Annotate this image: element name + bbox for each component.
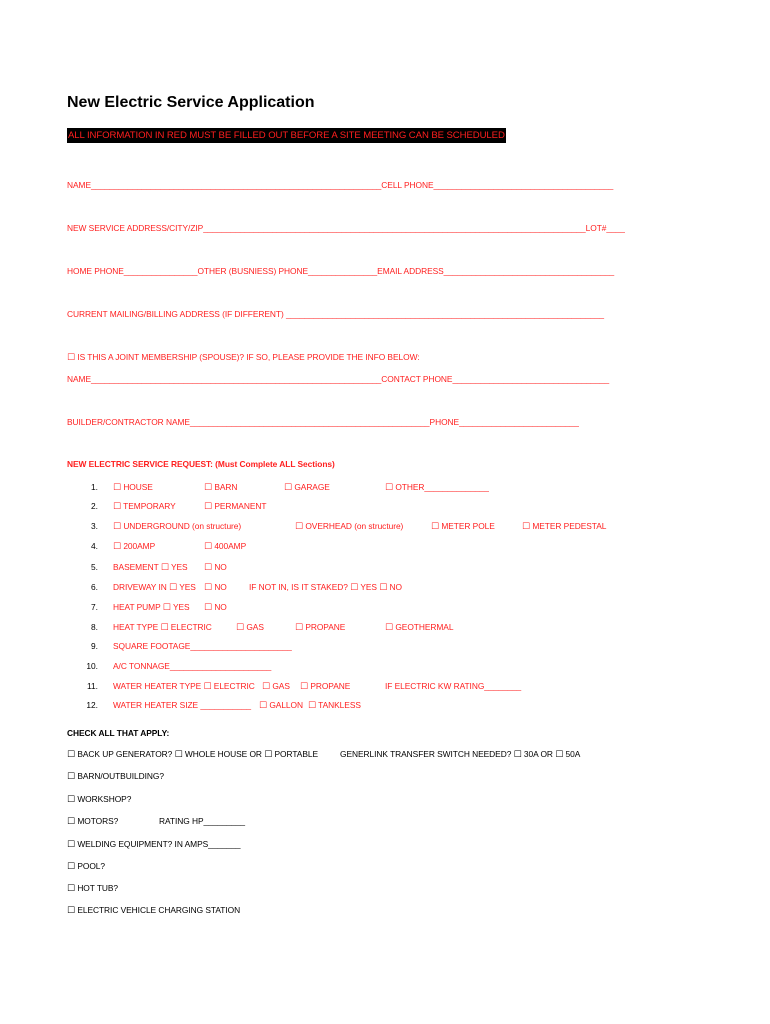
checkbox-yes[interactable]: ☐ — [169, 583, 178, 593]
item-number: 2. — [91, 501, 98, 511]
item-number: 8. — [91, 622, 98, 632]
item-number: 12. — [86, 700, 98, 710]
checkbox-yes[interactable]: ☐ — [160, 563, 169, 573]
heat-type-question: HEAT TYPE ☐ ELECTRIC — [113, 622, 212, 633]
checkbox[interactable]: ☐ — [203, 682, 212, 692]
builder-contractor-field[interactable]: BUILDER/CONTRACTOR NAME____________________________________________________PHONE__________________________ — [67, 417, 579, 427]
checkbox[interactable]: ☐ — [295, 522, 304, 532]
barn-outbuilding-option[interactable]: ☐ BARN/OUTBUILDING? — [67, 771, 164, 782]
water-heater-size-field[interactable]: WATER HEATER SIZE ___________ — [113, 700, 252, 710]
ev-charging-option[interactable]: ☐ ELECTRIC VEHICLE CHARGING STATION — [67, 905, 241, 916]
option-200amp[interactable]: ☐ 200AMP — [113, 541, 156, 552]
checkbox[interactable]: ☐ — [113, 522, 122, 532]
heat-type-propane[interactable]: ☐ PROPANE — [295, 622, 346, 633]
item-number: 6. — [91, 582, 98, 592]
item-number: 11. — [86, 681, 98, 691]
page-title: New Electric Service Application — [67, 94, 315, 111]
phones-email-field[interactable]: HOME PHONE________________OTHER (BUSNIESS) PHONE_______________EMAIL ADDRESS_____________________________________ — [67, 266, 615, 276]
water-heater-tankless[interactable]: ☐ TANKLESS — [308, 700, 361, 711]
item-number: 1. — [91, 482, 98, 492]
checkbox[interactable]: ☐ — [204, 542, 213, 552]
joint-name-contact-field[interactable]: NAME_______________________________________________________________CONTACT PHONE__________________________________ — [67, 374, 610, 384]
option-meter-pedestal[interactable]: ☐ METER PEDESTAL — [522, 521, 607, 532]
checkbox[interactable]: ☐ — [113, 542, 122, 552]
item-number: 7. — [91, 602, 98, 612]
item-number: 3. — [91, 521, 98, 531]
checkbox[interactable]: ☐ — [513, 750, 522, 760]
option-underground[interactable]: ☐ UNDERGROUND (on structure) — [113, 521, 242, 532]
checkbox[interactable]: ☐ — [204, 502, 213, 512]
option-meter-pole[interactable]: ☐ METER POLE — [431, 521, 495, 532]
checkbox[interactable]: ☐ — [67, 884, 76, 894]
checkbox[interactable]: ☐ — [67, 840, 76, 850]
motors-option[interactable]: ☐ MOTORS? — [67, 816, 119, 827]
hot-tub-option[interactable]: ☐ HOT TUB? — [67, 883, 119, 894]
checkbox[interactable]: ☐ — [284, 483, 293, 493]
checkbox-yes[interactable]: ☐ — [350, 583, 359, 593]
checkbox[interactable]: ☐ — [295, 623, 304, 633]
workshop-option[interactable]: ☐ WORKSHOP? — [67, 794, 132, 805]
required-info-banner: ALL INFORMATION IN RED MUST BE FILLED OUT BEFORE A SITE MEETING CAN BE SCHEDULED — [68, 130, 505, 141]
joint-membership-row — [67, 352, 420, 363]
checkbox[interactable]: ☐ — [385, 623, 394, 633]
pool-option[interactable]: ☐ POOL? — [67, 861, 105, 872]
checkbox[interactable]: ☐ — [204, 563, 213, 573]
checkbox[interactable]: ☐ — [67, 906, 76, 916]
checkbox[interactable]: ☐ — [259, 701, 268, 711]
option-house[interactable]: ☐ HOUSE — [113, 482, 153, 493]
basement-question: BASEMENT ☐ YES — [113, 562, 188, 573]
service-request-heading: NEW ELECTRIC SERVICE REQUEST: (Must Complete ALL Sections) — [67, 459, 335, 469]
option-overhead[interactable]: ☐ OVERHEAD (on structure) — [295, 521, 404, 532]
item-number: 10. — [86, 661, 98, 671]
checkbox[interactable]: ☐ — [522, 522, 531, 532]
kw-rating-field[interactable]: IF ELECTRIC KW RATING________ — [385, 681, 522, 691]
option-400amp[interactable]: ☐ 400AMP — [204, 541, 247, 552]
driveway-no[interactable]: ☐ NO — [204, 582, 227, 593]
staked-question: IF NOT IN, IS IT STAKED? ☐ YES ☐ NO — [249, 582, 402, 593]
rating-hp-field[interactable]: RATING HP_________ — [159, 816, 245, 826]
checkbox[interactable]: ☐ — [113, 483, 122, 493]
checkbox[interactable]: ☐ — [67, 750, 76, 760]
checkbox[interactable]: ☐ — [431, 522, 440, 532]
name-cell-phone-field[interactable]: NAME_______________________________________________________________CELL PHONE_______________________________________ — [67, 180, 614, 190]
check-all-heading: CHECK ALL THAT APPLY: — [67, 728, 170, 738]
checkbox[interactable]: ☐ — [204, 483, 213, 493]
heat-type-gas[interactable]: ☐ GAS — [236, 622, 264, 633]
driveway-question: DRIVEWAY IN ☐ YES — [113, 582, 196, 593]
checkbox[interactable]: ☐ — [67, 817, 76, 827]
heat-pump-no[interactable]: ☐ NO — [204, 602, 227, 613]
checkbox[interactable]: ☐ — [555, 750, 564, 760]
checkbox[interactable]: ☐ — [308, 701, 317, 711]
item-number: 5. — [91, 562, 98, 572]
basement-no[interactable]: ☐ NO — [204, 562, 227, 573]
checkbox[interactable]: ☐ — [67, 862, 76, 872]
mailing-address-field[interactable]: CURRENT MAILING/BILLING ADDRESS (IF DIFFERENT) _____________________________________________________________________ — [67, 309, 604, 319]
checkbox-yes[interactable]: ☐ — [162, 603, 171, 613]
option-barn[interactable]: ☐ BARN — [204, 482, 238, 493]
water-heater-type-question: WATER HEATER TYPE ☐ ELECTRIC — [113, 681, 255, 692]
joint-membership-checkbox[interactable]: ☐ — [67, 353, 76, 363]
option-permanent[interactable]: ☐ PERMANENT — [204, 501, 267, 512]
checkbox[interactable]: ☐ — [264, 750, 273, 760]
option-garage[interactable]: ☐ GARAGE — [284, 482, 330, 493]
checkbox-no[interactable]: ☐ — [379, 583, 388, 593]
option-other[interactable]: ☐ OTHER______________ — [385, 482, 489, 493]
checkbox[interactable]: ☐ — [385, 483, 394, 493]
checkbox[interactable]: ☐ — [67, 795, 76, 805]
checkbox[interactable]: ☐ — [174, 750, 183, 760]
checkbox[interactable]: ☐ — [204, 603, 213, 613]
backup-generator-row: ☐ BACK UP GENERATOR? ☐ WHOLE HOUSE OR ☐ PORTABLE — [67, 749, 319, 760]
joint-membership-label: IS THIS A JOINT MEMBERSHIP (SPOUSE)? IF SO, PLEASE PROVIDE THE INFO BELOW: — [77, 352, 420, 362]
welding-option[interactable]: ☐ WELDING EQUIPMENT? IN AMPS_______ — [67, 839, 241, 850]
ac-tonnage-field[interactable]: A/C TONNAGE______________________ — [113, 661, 272, 671]
checkbox[interactable]: ☐ — [204, 583, 213, 593]
item-number: 4. — [91, 541, 98, 551]
checkbox[interactable]: ☐ — [262, 682, 271, 692]
option-temporary[interactable]: ☐ TEMPORARY — [113, 501, 176, 512]
water-heater-gas[interactable]: ☐ GAS — [262, 681, 290, 692]
checkbox[interactable]: ☐ — [113, 502, 122, 512]
heat-type-geothermal[interactable]: ☐ GEOTHERMAL — [385, 622, 454, 633]
generlink-row: GENERLINK TRANSFER SWITCH NEEDED? ☐ 30A OR ☐ 50A — [340, 749, 581, 760]
checkbox[interactable]: ☐ — [236, 623, 245, 633]
heat-pump-question: HEAT PUMP ☐ YES — [113, 602, 190, 613]
water-heater-gallon[interactable]: ☐ GALLON — [259, 700, 303, 711]
checkbox[interactable]: ☐ — [67, 772, 76, 782]
item-number: 9. — [91, 641, 98, 651]
checkbox[interactable]: ☐ — [300, 682, 309, 692]
water-heater-propane[interactable]: ☐ PROPANE — [300, 681, 351, 692]
square-footage-field[interactable]: SQUARE FOOTAGE______________________ — [113, 641, 292, 651]
checkbox[interactable]: ☐ — [160, 623, 169, 633]
service-address-field[interactable]: NEW SERVICE ADDRESS/CITY/ZIP___________________________________________________________________________________LOT#____ — [67, 223, 625, 233]
